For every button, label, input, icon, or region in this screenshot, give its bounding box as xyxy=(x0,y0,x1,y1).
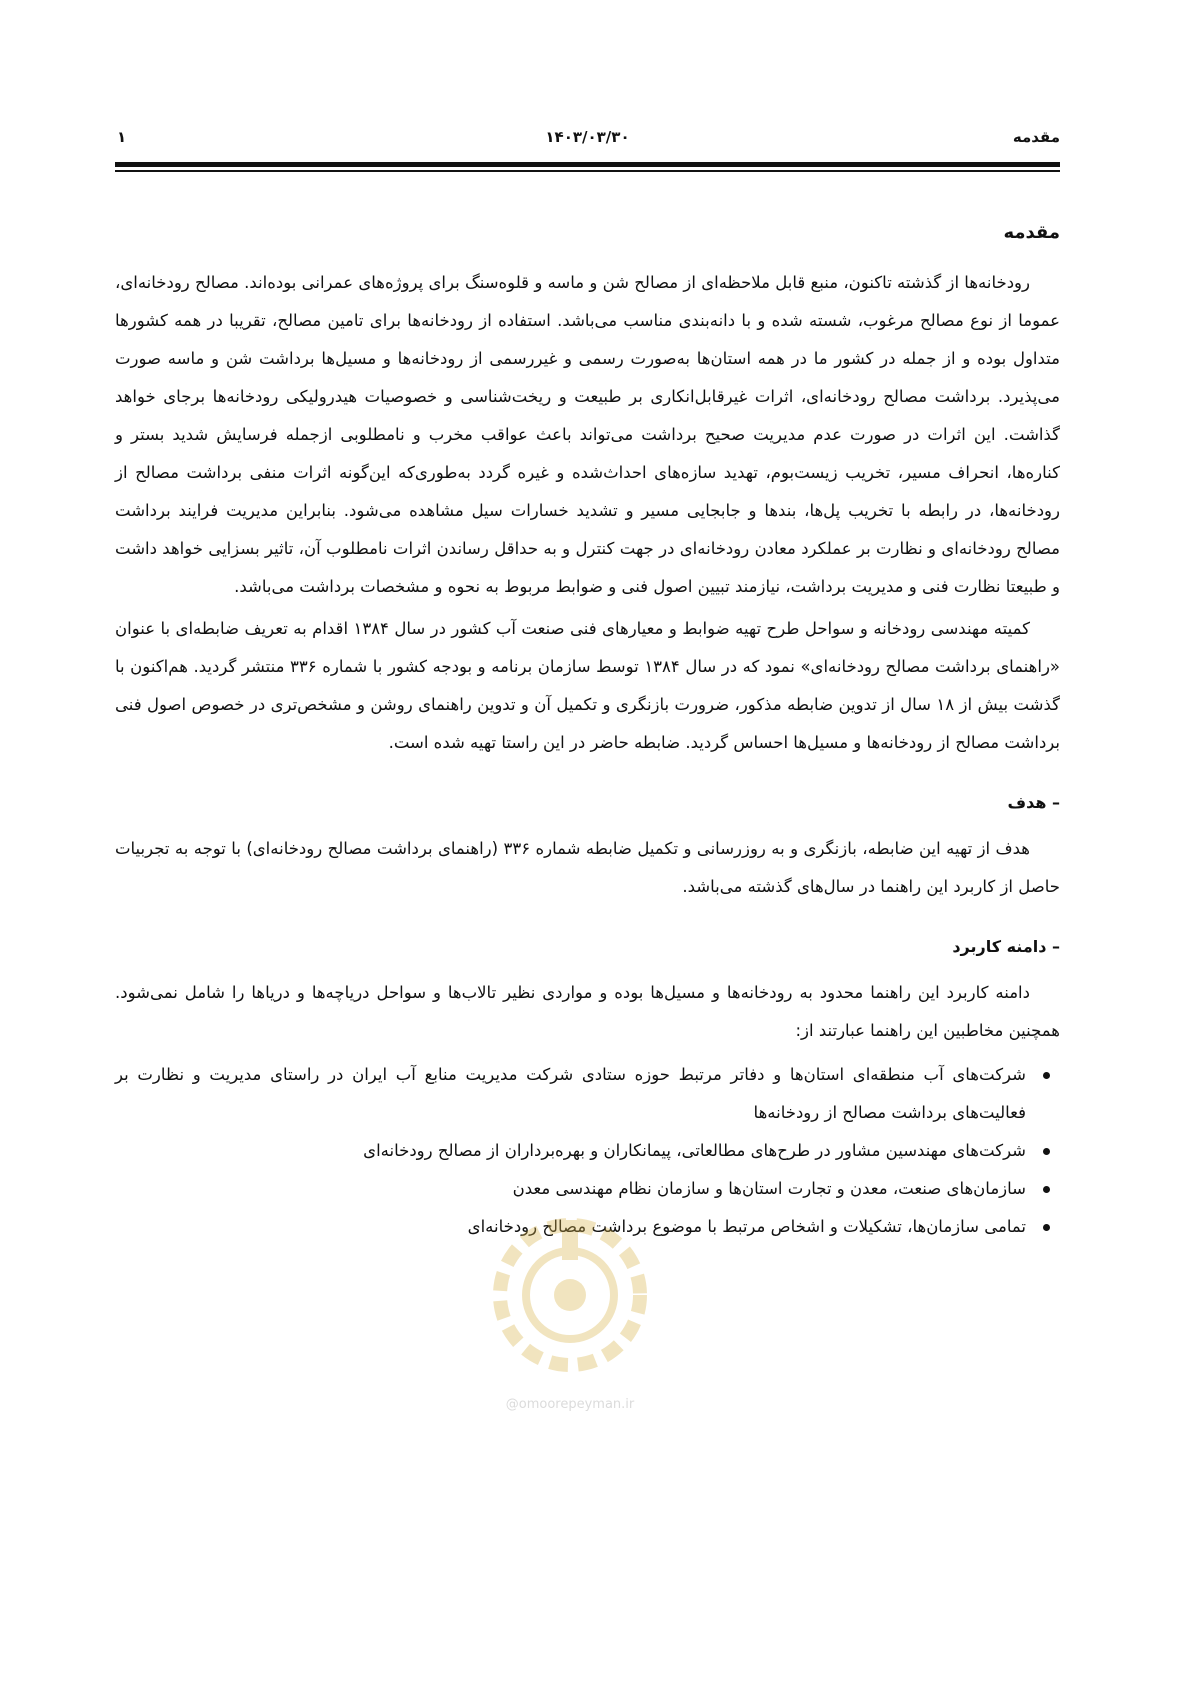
list-item xyxy=(115,1208,1026,1246)
running-header xyxy=(115,128,1060,154)
scope-paragraph: دامنه کاربرد این راهنما محدود به رودخانه‌ها و مسیل‌ها بوده و مواردی نظیر تالاب‌ها و سواحل دریاچه‌ها و دریاها را شامل نمی‌شود. همچنین مخاطبین این راهنما عبارتند از: xyxy=(115,983,1060,1040)
list-item-text: شرکت‌های مهندسین مشاور در طرح‌های مطالعاتی، پیمانکاران و بهره‌برداران از مصالح رودخانه‌ای xyxy=(363,1141,1026,1160)
bullet-icon xyxy=(1043,1224,1050,1231)
document-page xyxy=(115,0,1060,1684)
bullet-icon xyxy=(1043,1072,1050,1079)
goal-heading: – هدف xyxy=(1007,793,1060,812)
header-rule-thick xyxy=(115,162,1060,167)
main-content xyxy=(115,218,1060,1246)
header-section-title: مقدمه xyxy=(1012,128,1060,146)
bullet-icon xyxy=(1043,1148,1050,1155)
section-title: مقدمه xyxy=(1003,222,1060,243)
bullet-icon xyxy=(1043,1186,1050,1193)
list-item xyxy=(115,1056,1026,1132)
list-item xyxy=(115,1132,1026,1170)
goal-paragraph: هدف از تهیه این ضابطه، بازنگری و به روزرسانی و تکمیل ضابطه شماره ۳۳۶ (راهنمای برداشت مصالح رودخانه‌ای) با توجه به تجربیات حاصل از کاربرد این راهنما در سال‌های گذشته می‌باشد. xyxy=(115,839,1060,896)
intro-paragraph-1: رودخانه‌ها از گذشته تاکنون، منبع قابل ملاحظه‌ای از مصالح شن و ماسه و قلوه‌سنگ برای پروژه‌های عمرانی بوده‌اند. مصالح رودخانه‌ای، عموما از نوع مصالح مرغوب، شسته شده و با دانه‌بندی مناسب می‌باشد. استفاده از رودخانه‌ها برای تامین مصالح، تقریبا در همه کشورها متداول بوده و از جمله در کشور ما در همه استان‌ها به‌صورت رسمی و غیررسمی از رودخانه‌ها و مسیل‌ها برداشت شن و ماسه صورت می‌پذیرد. برداشت مصالح رودخانه‌ای، اثرات غیرقابل‌انکاری بر طبیعت و ریخت‌شناسی و خصوصیات هیدرولیکی رودخانه‌ها برجای خواهد گذاشت. این اثرات در صورت عدم مدیریت صحیح برداشت می‌تواند باعث عواقب مخرب و نامطلوبی ازجمله فرسایش شدید بستر و کناره‌ها، انحراف مسیر، تخریب زیست‌بوم، تهدید سازه‌های احداث‌شده و غیره گردد به‌طوری‌که این‌گونه اثرات منفی برداشت مصالح از رودخانه‌ها، در رابطه با تخریب پل‌ها، بندها و جابجایی مسیر و تشدید خسارات سیل مشاهده می‌شود. بنابراین مدیریت فرایند برداشت مصالح رودخانه‌ای و نظارت بر عملکرد معادن رودخانه‌ای در جهت کنترل و به حداقل رساندن اثرات نامطلوب آن، تاثیر بسزایی خواهد داشت و طبیعتا نظارت فنی و مدیریت برداشت، نیازمند تبیین اصول فنی و ضوابط مربوط به نحوه و مشخصات برداشت می‌باشد. xyxy=(115,273,1060,596)
list-item-text: تمامی سازمان‌ها، تشکیلات و اشخاص مرتبط با موضوع برداشت مصالح رودخانه‌ای xyxy=(467,1217,1026,1236)
header-page-number: ۱ xyxy=(117,128,127,146)
header-date: ۱۴۰۳/۰۳/۳۰ xyxy=(545,128,630,146)
watermark-label: @omoorepeyman.ir xyxy=(505,1397,635,1412)
list-item xyxy=(115,1170,1026,1208)
list-item-text: سازمان‌های صنعت، معدن و تجارت استان‌ها و سازمان نظام مهندسی معدن xyxy=(512,1179,1026,1198)
intro-paragraph-2: کمیته مهندسی رودخانه و سواحل طرح تهیه ضوابط و معیارهای فنی صنعت آب کشور در سال ۱۳۸۴ اقدام به تعریف ضابطه‌ای با عنوان «راهنمای برداشت مصالح رودخانه‌ای» نمود که در سال ۱۳۸۴ توسط سازمان برنامه و بودجه کشور با شماره ۳۳۶ منتشر گردید. هم‌اکنون با گذشت بیش از ۱۸ سال از تدوین ضابطه مذکور، ضرورت بازنگری و تکمیل آن و تدوین راهنمای روشن و مشخص‌تری در خصوص اصول فنی برداشت مصالح از رودخانه‌ها و مسیل‌ها احساس گردید. ضابطه حاضر در این راستا تهیه شده است. xyxy=(115,619,1061,752)
list-item-text: شرکت‌های آب منطقه‌ای استان‌ها و دفاتر مرتبط حوزه ستادی شرکت مدیریت منابع آب ایران در راستای مدیریت و نظارت بر فعالیت‌های برداشت مصالح از رودخانه‌ها xyxy=(115,1065,1026,1122)
audience-list xyxy=(115,1056,1060,1246)
scope-heading: – دامنه کاربرد xyxy=(952,937,1060,956)
header-rule-thin xyxy=(115,170,1060,172)
